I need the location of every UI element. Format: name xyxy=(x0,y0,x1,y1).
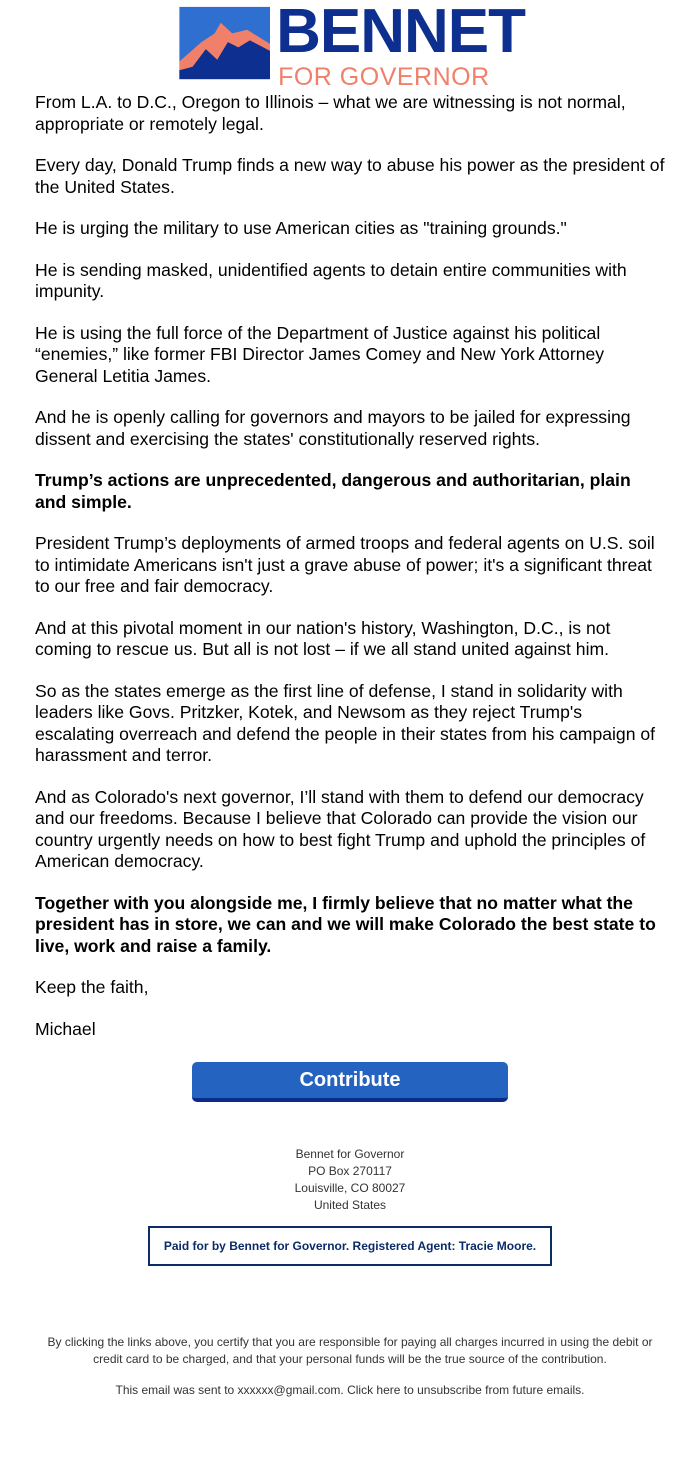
unsubscribe-line xyxy=(0,1382,700,1399)
sent-to-text: This email was sent to xyxy=(115,1383,238,1397)
mountain-logo-icon xyxy=(175,2,270,84)
mailing-address xyxy=(0,1146,700,1214)
email-body xyxy=(0,90,700,1040)
unsubscribe-link[interactable]: Click here xyxy=(347,1383,401,1397)
paragraph: He is sending masked, unidentified agents to detain entire communities with impunity. xyxy=(35,259,627,301)
paragraph: And he is openly calling for governors and mayors to be jailed for expressing dissent and exercising the states' constitutionally reserved rights. xyxy=(35,407,631,449)
signature: Michael xyxy=(35,1018,96,1039)
paragraph: And at this pivotal moment in our nation's history, Washington, D.C., is not coming to rescue us. But all is not lost – if we all stand united against him. xyxy=(35,617,611,659)
contribute-button[interactable]: Contribute xyxy=(192,1062,508,1102)
logo-name: BENNET xyxy=(276,0,525,66)
paragraph: So as the states emerge as the first line of defense, I stand in solidarity with leaders like Govs. Pritzker, Kotek, and Newsom as they reject Trump's escalating overreach and defend the people in their states from his campaign of harassment and terror. xyxy=(35,680,656,765)
sign-off: Keep the faith, xyxy=(35,977,149,997)
address-line: United States xyxy=(313,1198,387,1212)
separator: . xyxy=(340,1383,348,1397)
recipient-email: xxxxxx@gmail.com xyxy=(237,1383,341,1397)
paragraph: Every day, Donald Trump finds a new way to abuse his power as the president of the United States. xyxy=(35,155,665,197)
bold-paragraph: Trump’s actions are unprecedented, dangerous and authoritarian, plain and simple. xyxy=(35,470,631,512)
logo-tagline: FOR GOVERNOR xyxy=(278,63,490,91)
unsubscribe-suffix: to unsubscribe from future emails. xyxy=(400,1383,585,1397)
legal-disclaimer: By clicking the links above, you certify that you are responsible for paying all charges incurred in using the debit or credit card to be charged, and that your personal funds will be the true source of the contribution. xyxy=(47,1335,653,1366)
address-line: Bennet for Governor xyxy=(295,1147,405,1161)
paragraph: He is urging the military to use American cities as "training grounds." xyxy=(35,218,567,238)
address-line: Louisville, CO 80027 xyxy=(294,1181,406,1195)
header-logo xyxy=(0,0,700,90)
address-line: PO Box 270117 xyxy=(308,1164,392,1178)
paid-for-disclaimer: Paid for by Bennet for Governor. Registered Agent: Tracie Moore. xyxy=(148,1226,552,1266)
paragraph: He is using the full force of the Department of Justice against his political “enemies,” like former FBI Director James Comey and New York Attorney General Letitia James. xyxy=(35,322,605,386)
bold-paragraph: Together with you alongside me, I firmly believe that no matter what the president has in store, we can and we will make Colorado the best state to live, work and raise a family. xyxy=(35,892,656,956)
paragraph: And as Colorado's next governor, I’ll stand with them to defend our democracy and our freedoms. Because I believe that Colorado can provide the vision our country urgently needs on how to best fight Trump and uphold the principles of American democracy. xyxy=(35,786,646,871)
paragraph: From L.A. to D.C., Oregon to Illinois – what we are witnessing is not normal, appropriate or remotely legal. xyxy=(35,92,626,134)
paragraph: President Trump’s deployments of armed troops and federal agents on U.S. soil to intimidate Americans isn't just a grave abuse of power; it's a significant threat to our free and fair democracy. xyxy=(35,533,655,596)
